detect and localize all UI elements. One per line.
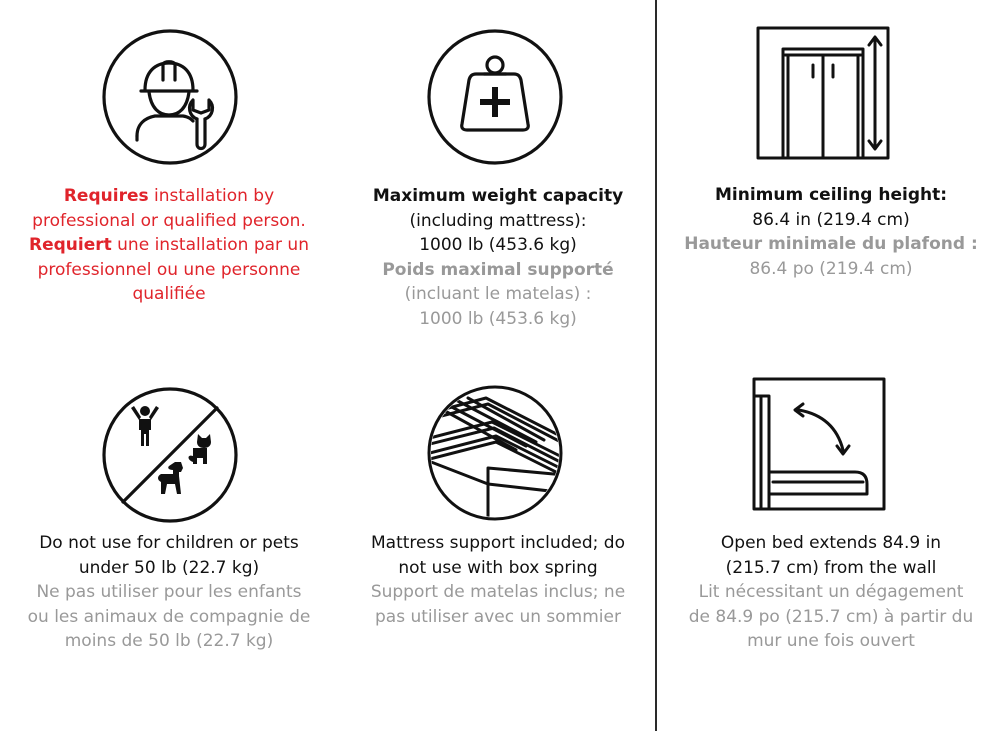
- bed-extension-info: [657, 531, 1005, 654]
- support-line2: not use with box spring: [398, 557, 598, 578]
- children-line2-fr: ou les animaux de compagnie de: [27, 606, 311, 627]
- children-line1-fr: Ne pas utiliser pour les enfants: [36, 582, 302, 602]
- installation-line1: installation by: [148, 186, 275, 206]
- weight-title-fr: Poids maximal supporté: [382, 259, 614, 280]
- children-line1: Do not use for children or pets: [39, 533, 299, 553]
- weight-capacity: [340, 184, 656, 331]
- installation-line2: professional or qualified person.: [32, 210, 306, 231]
- requiert-bold: Requiert: [28, 235, 112, 255]
- installer-wrench-icon: [101, 28, 239, 166]
- installation-requirement: [0, 184, 338, 307]
- weight-plus-icon: [426, 28, 564, 166]
- support-line2-fr: pas utiliser avec un sommier: [375, 606, 621, 627]
- support-line1: Mattress support included; do: [371, 533, 625, 553]
- ceiling-value: 86.4 in (219.4 cm): [752, 209, 910, 230]
- support-line1-fr: Support de matelas inclus; ne: [370, 582, 626, 602]
- requires-bold: Requires: [63, 186, 149, 206]
- mattress-support-info: [340, 531, 656, 629]
- ceiling-title: Minimum ceiling height:: [714, 185, 948, 205]
- children-line2: under 50 lb (22.7 kg): [78, 557, 260, 578]
- no-children-pets-icon: [101, 386, 239, 524]
- weight-value-fr: 1000 lb (453.6 kg): [419, 308, 577, 329]
- mattress-support-icon: [426, 384, 564, 522]
- installation-line3: une installation par un: [111, 235, 309, 255]
- bed-extension-icon: [751, 376, 887, 512]
- ceiling-title-fr: Hauteur minimale du plafond :: [684, 234, 978, 254]
- ceiling-height-icon: [755, 25, 891, 161]
- ceiling-height: [657, 183, 1005, 281]
- extension-line1-fr: Lit nécessitant un dégagement: [698, 582, 964, 602]
- extension-line1: Open bed extends 84.9 in: [720, 533, 942, 553]
- installation-line5: qualifiée: [132, 284, 206, 304]
- weight-line2: (including mattress):: [409, 210, 587, 231]
- extension-line3-fr: mur une fois ouvert: [747, 631, 915, 651]
- weight-title: Maximum weight capacity: [372, 186, 624, 206]
- ceiling-value-fr: 86.4 po (219.4 cm): [749, 258, 913, 279]
- installation-line4: professionnel ou une personne: [37, 259, 301, 280]
- extension-line2: (215.7 cm) from the wall: [725, 557, 937, 578]
- children-pets-warning: [0, 531, 338, 654]
- children-line3-fr: moins de 50 lb (22.7 kg): [64, 631, 274, 651]
- weight-line2-fr: (incluant le matelas) :: [404, 284, 592, 304]
- weight-value: 1000 lb (453.6 kg): [419, 235, 577, 255]
- extension-line2-fr: de 84.9 po (215.7 cm) à partir du: [688, 606, 974, 627]
